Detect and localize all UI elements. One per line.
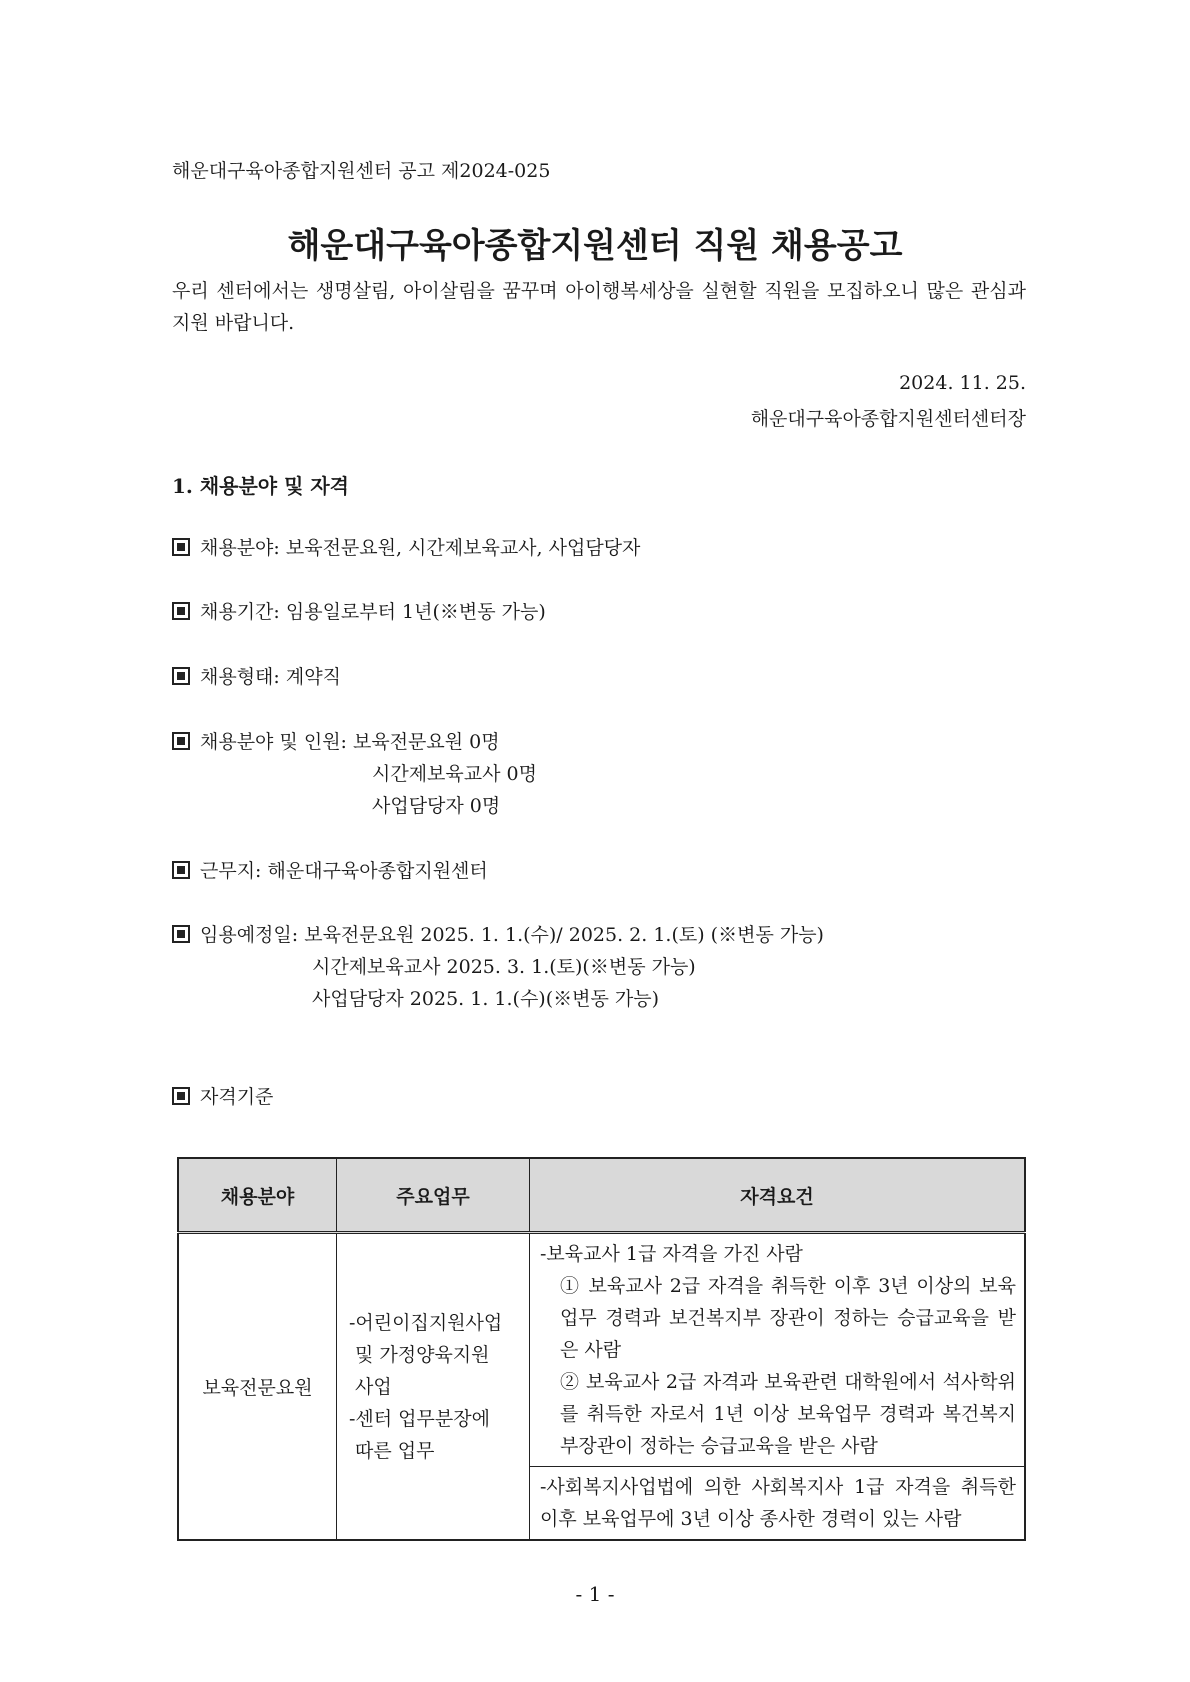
headcount-line: 시간제보육교사 0명: [372, 763, 537, 785]
requirement-item: ② 보육교사 2급 자격과 보육관련 대학원에서 석사학위를 취득한 자로서 1년 이상 보육업무 경력과 복건복지부장관이 정하는 승급교육을 받은 사람: [560, 1371, 1016, 1457]
requirement-item: ① 보육교사 2급 자격을 취득한 이후 3년 이상의 보육업무 경력과 보건복지부 장관이 정하는 승급교육을 받은 사람: [560, 1275, 1016, 1361]
headcount-line: 보육전문요원 0명: [353, 731, 500, 753]
bullet-qualification: [172, 1082, 273, 1109]
qualification-heading: 자격기준: [200, 1086, 274, 1108]
requirement-lead: -보육교사 1급 자격을 가진 사람: [540, 1243, 803, 1265]
page-title: 해운대구육아종합지원센터 직원 채용공고: [287, 226, 903, 266]
qualification-table: [177, 1157, 1026, 1541]
document-number: 해운대구육아종합지원센터 공고 제2024-025: [172, 160, 551, 182]
bullet-headcount: [172, 727, 500, 754]
start-date-line: 보육전문요원 2025. 1. 1.(수)/ 2025. 2. 1.(토) (※변동 가능): [304, 924, 824, 946]
start-date-line: 사업담당자 2025. 1. 1.(수)(※변동 가능): [312, 988, 659, 1010]
cell-requirement-a: [530, 1233, 1026, 1467]
square-bullet-icon: [172, 732, 190, 750]
square-bullet-icon: [172, 538, 190, 556]
header-duties: 주요업무: [337, 1158, 530, 1233]
duty-line: -센터 업무분장에: [349, 1407, 490, 1430]
bullet-location-text: 근무지: 해운대구육아종합지원센터: [200, 860, 488, 882]
square-bullet-icon: [172, 1087, 190, 1105]
duty-line: -어린이집지원사업: [349, 1311, 503, 1334]
issuer-name: 해운대구육아종합지원센터센터장: [750, 408, 1026, 430]
header-field: 채용분야: [178, 1158, 337, 1233]
bullet-type: [172, 662, 341, 689]
bullet-period-text: 채용기간: 임용일로부터 1년(※변동 가능): [200, 601, 546, 623]
bullet-type-text: 채용형태: 계약직: [200, 666, 341, 688]
cell-field: 보육전문요원: [178, 1233, 337, 1541]
bullet-period: [172, 597, 546, 624]
table-row: [178, 1233, 1025, 1467]
cell-duties: [337, 1233, 530, 1541]
square-bullet-icon: [172, 861, 190, 879]
headcount-label: 채용분야 및 인원:: [200, 731, 353, 753]
table-header-row: [178, 1158, 1025, 1233]
announcement-date: 2024. 11. 25.: [899, 372, 1026, 394]
headcount-line: 사업담당자 0명: [372, 795, 501, 817]
page-number: - 1 -: [575, 1582, 615, 1606]
bullet-start-date: [172, 920, 824, 947]
bullet-field: [172, 533, 640, 560]
start-date-label: 임용예정일:: [200, 924, 305, 946]
duty-line: 및 가정양육지원: [355, 1343, 490, 1366]
square-bullet-icon: [172, 925, 190, 943]
square-bullet-icon: [172, 602, 190, 620]
intro-paragraph: 우리 센터에서는 생명살림, 아이살림을 꿈꾸며 아이행복세상을 실현할 직원을 모집하오니 많은 관심과 지원 바랍니다.: [172, 280, 1026, 334]
bullet-location: [172, 856, 488, 883]
section-title: 1. 채용분야 및 자격: [172, 474, 350, 498]
cell-requirement-b: -사회복지사업법에 의한 사회복지사 1급 자격을 취득한 이후 보육업무에 3년 이상 종사한 경력이 있는 사람: [530, 1467, 1026, 1541]
square-bullet-icon: [172, 667, 190, 685]
bullet-field-text: 채용분야: 보육전문요원, 시간제보육교사, 사업담당자: [200, 537, 641, 559]
duty-line: 따른 업무: [355, 1439, 435, 1462]
duty-line: 사업: [355, 1375, 392, 1398]
start-date-line: 시간제보육교사 2025. 3. 1.(토)(※변동 가능): [312, 956, 696, 978]
header-requirements: 자격요건: [530, 1158, 1026, 1233]
